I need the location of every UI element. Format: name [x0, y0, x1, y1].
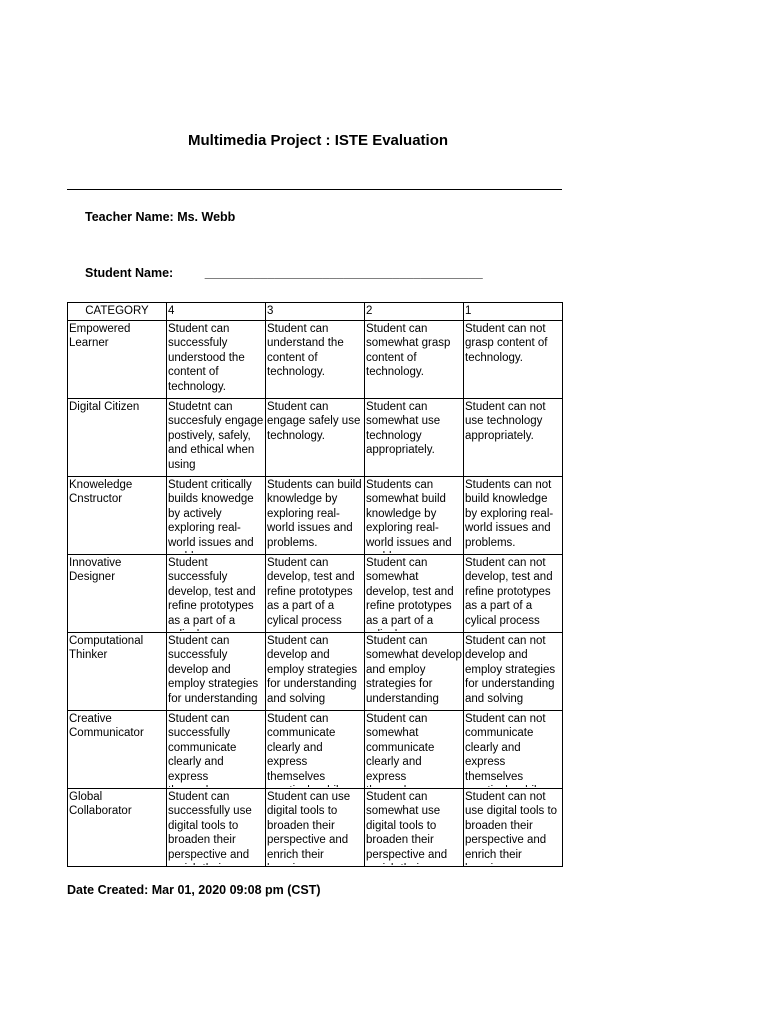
row-cell-score-1: Student can not develop and employ strategies for understanding and solving: [464, 633, 563, 711]
row-category: Creative Communicator: [68, 711, 167, 789]
student-name-label: Student Name:: [85, 266, 174, 280]
student-name-line: [85, 266, 483, 280]
teacher-name-label: Teacher Name:: [85, 210, 174, 224]
rubric-header-row: [68, 303, 563, 321]
row-category: Digital Citizen: [68, 399, 167, 477]
header-score-3: 3: [266, 303, 365, 321]
row-cell-score-4: Student can successfuly understood the content of technology.: [167, 321, 266, 399]
row-cell-score-2: Student can somewhat use digital tools to broaden their perspective and: [365, 789, 464, 867]
rubric-row-creative-communicator: [68, 711, 563, 789]
row-cell-score-3: Student can use digital tools to broaden their perspective and enrich their: [266, 789, 365, 867]
row-cell-score-1: Student can not grasp content of technology.: [464, 321, 563, 399]
row-cell-score-3: Student can understand the content of technology.: [266, 321, 365, 399]
row-cell-score-3: Student can develop and employ strategies for understanding and solving: [266, 633, 365, 711]
row-cell-score-1: Students can not build knowledge by exploring real-world issues and problems.: [464, 477, 563, 555]
row-cell-score-4: Student can successfully communicate clearly and express: [167, 711, 266, 789]
header-category: CATEGORY: [68, 303, 167, 321]
row-cell-score-3: Student can develop, test and refine prototypes as a part of a cylical process: [266, 555, 365, 633]
row-cell-score-4: Student can successfuly develop and employ strategies for understanding: [167, 633, 266, 711]
row-cell-score-2: Student can somewhat use technology appropriately.: [365, 399, 464, 477]
row-cell-score-1: Student can not develop, test and refine prototypes as a part of a cylical process: [464, 555, 563, 633]
row-cell-score-3: Students can build knowledge by exploring real-world issues and problems.: [266, 477, 365, 555]
rubric-row-empowered-learner: [68, 321, 563, 399]
row-cell-score-3: Student can communicate clearly and express themselves: [266, 711, 365, 789]
row-category: Innovative Designer: [68, 555, 167, 633]
row-cell-score-2: Students can somewhat build knowledge by exploring real-world issues and: [365, 477, 464, 555]
date-created: Date Created: Mar 01, 2020 09:08 pm (CST): [67, 883, 321, 897]
row-cell-score-1: Student can not use digital tools to broaden their perspective and enrich their: [464, 789, 563, 867]
teacher-name-line: [85, 210, 235, 224]
row-cell-score-4: Student can successfully use digital tools to broaden their perspective and: [167, 789, 266, 867]
row-category: Global Collaborator: [68, 789, 167, 867]
row-cell-score-2: Student can somewhat develop and employ strategies for understanding: [365, 633, 464, 711]
rubric-row-knowledge-constructor: [68, 477, 563, 555]
rubric-row-innovative-designer: [68, 555, 563, 633]
rubric-row-computational-thinker: [68, 633, 563, 711]
header-score-4: 4: [167, 303, 266, 321]
row-cell-score-2: Student can somewhat communicate clearly and express: [365, 711, 464, 789]
rubric-table: [67, 302, 563, 867]
row-cell-score-2: Student can somewhat grasp content of technology.: [365, 321, 464, 399]
row-cell-score-1: Student can not communicate clearly and express themselves: [464, 711, 563, 789]
rubric-row-global-collaborator: [68, 789, 563, 867]
row-cell-score-1: Student can not use technology appropriately.: [464, 399, 563, 477]
student-name-blank: ________________________________________: [204, 266, 483, 280]
row-cell-score-4: Student successfuly develop, test and refine prototypes as a part of a: [167, 555, 266, 633]
row-cell-score-2: Student can somewhat develop, test and refine prototypes as a part of a: [365, 555, 464, 633]
header-score-1: 1: [464, 303, 563, 321]
row-cell-score-3: Student can engage safely use technology.: [266, 399, 365, 477]
document-title: Multimedia Project : ISTE Evaluation: [188, 132, 449, 149]
row-category: Computational Thinker: [68, 633, 167, 711]
teacher-name-value: Ms. Webb: [177, 210, 236, 224]
row-category: Knoweledge Cnstructor: [68, 477, 167, 555]
row-cell-score-4: Student critically builds knowedge by actively exploring real-world issues and: [167, 477, 266, 555]
title-divider: [67, 189, 562, 190]
rubric-row-digital-citizen: [68, 399, 563, 477]
header-score-2: 2: [365, 303, 464, 321]
row-cell-score-4: Studetnt can succesfuly engage postively, safely, and ethical when using: [167, 399, 266, 477]
row-category: Empowered Learner: [68, 321, 167, 399]
